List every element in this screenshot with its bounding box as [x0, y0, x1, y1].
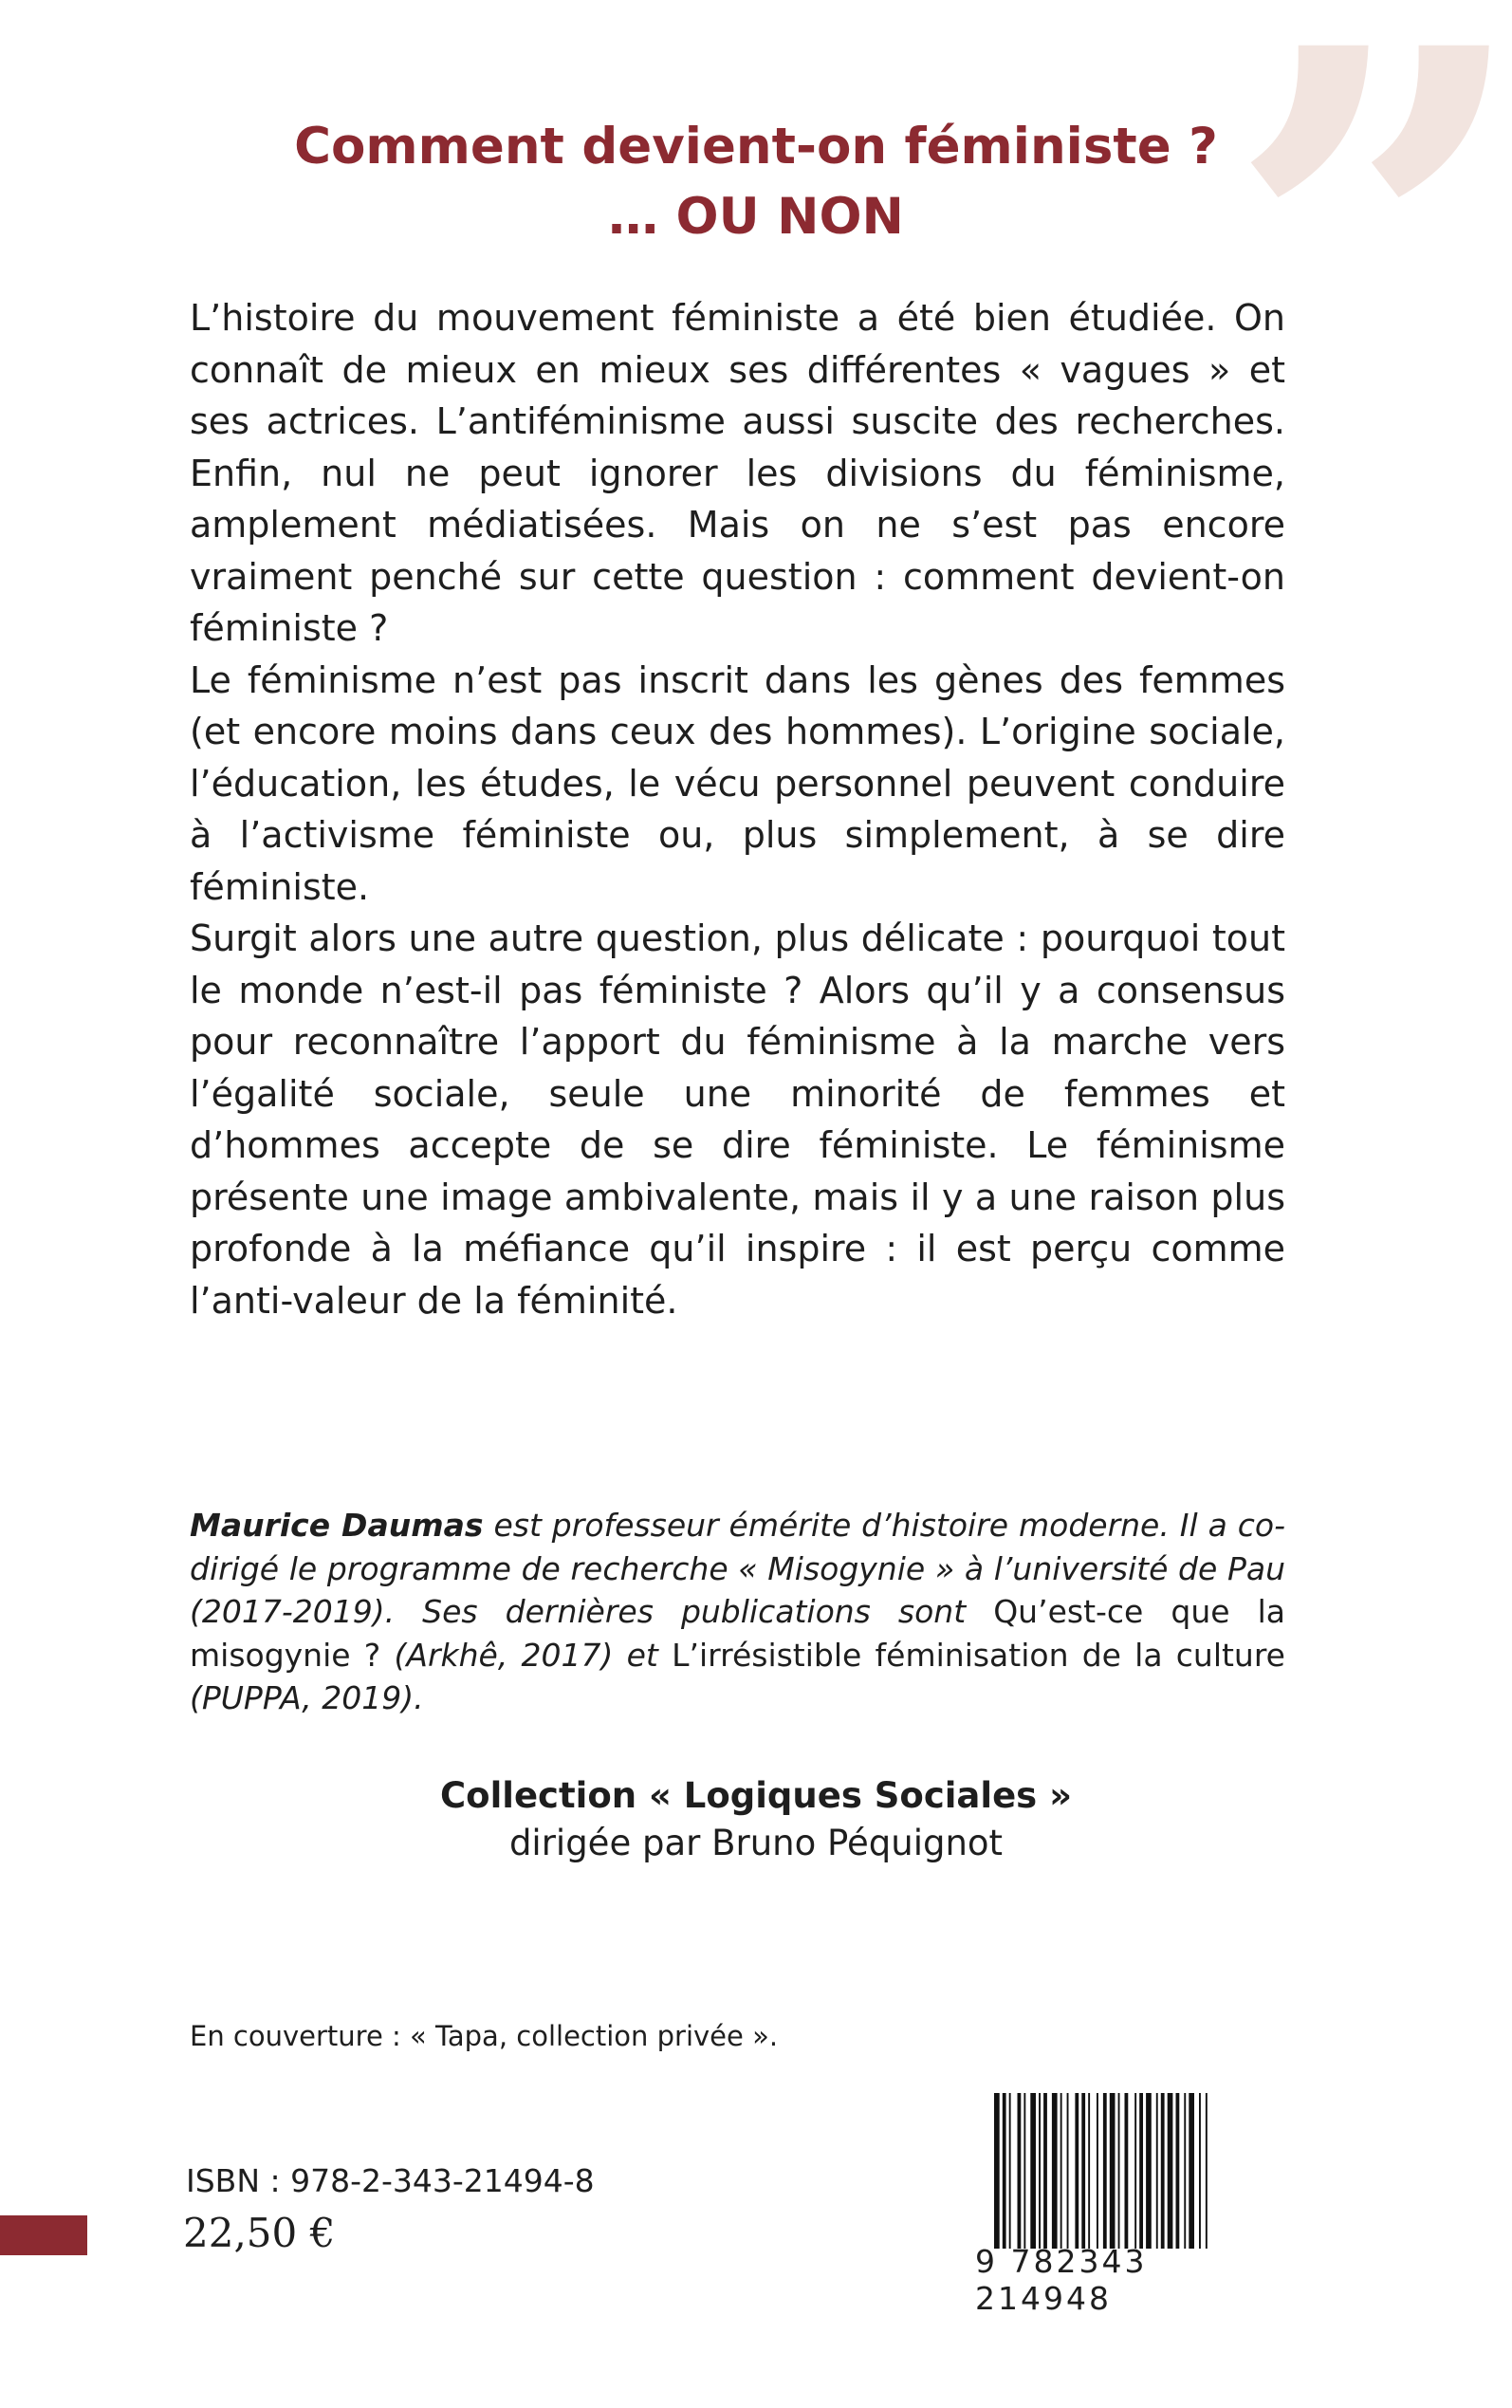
bio-book-2: L’irrésistible féminisation de la culture [672, 1636, 1285, 1674]
barcode-bar [1075, 2093, 1079, 2249]
bio-book-1: Qu’est-ce que la misogynie ? [190, 1593, 1285, 1674]
barcode-bar [1134, 2093, 1136, 2249]
collection-director: dirigée par Bruno Péquignot [508, 1823, 1004, 1863]
barcode-bar [1052, 2093, 1058, 2249]
barcode-digits: 9 782343 214948 [975, 2243, 1148, 2317]
cover-credit: En couverture : « Tapa, collection privée ». [190, 2020, 779, 2052]
barcode-bar [1139, 2093, 1143, 2249]
barcode-bar [1176, 2093, 1180, 2249]
page-title [0, 112, 1512, 252]
barcode-bar [1003, 2093, 1006, 2249]
bio-text-2: (Arkhê, 2017) et [380, 1636, 673, 1674]
barcode-bar [1039, 2093, 1041, 2249]
barcode-bar [1168, 2093, 1173, 2249]
barcode-bar [1189, 2093, 1194, 2249]
paragraph-2: Le féminisme n’est pas inscrit dans les gènes des femmes (et encore moins dans ceux des hommes). L’origine sociale, l’éducation, les études, le vécu personnel peuvent conduire à l’activisme féministe ou, plus simplement, à se dire féministe. [190, 658, 1285, 908]
barcode-bar [1199, 2093, 1201, 2249]
main-text [190, 292, 1285, 1326]
title-line-1: Comment devient-on féministe ? [294, 118, 1218, 176]
accent-bar [0, 2215, 87, 2255]
barcode-bar [1206, 2093, 1208, 2249]
barcode-bar [1097, 2093, 1098, 2249]
price: 22,50 € [183, 2210, 336, 2256]
barcode-bar [1060, 2093, 1062, 2249]
barcode-bar [1088, 2093, 1090, 2249]
barcode-bar [1018, 2093, 1022, 2249]
bio-text-1: est professeur émérite d’histoire moderne. Il a co-dirigé le programme de recherche « Misogynie » à l’université de Pau (2017-2019). Ses dernières publications sont [190, 1507, 1285, 1630]
barcode-bar [1184, 2093, 1186, 2249]
barcode-bar [1161, 2093, 1165, 2249]
author-name: Maurice Daumas [190, 1507, 484, 1544]
decorative-quote-marks: ” [1225, 0, 1493, 559]
barcode-bar [1125, 2093, 1129, 2249]
barcode-bar [1110, 2093, 1116, 2249]
barcode-bar [1118, 2093, 1120, 2249]
barcode-bar [1030, 2093, 1036, 2249]
title-line-2: … OU NON [608, 188, 904, 246]
barcode-bar [994, 2093, 1000, 2249]
paragraph-1: L’histoire du mouvement féministe a été bien étudiée. On connaît de mieux en mieux ses différentes « vagues » et ses actrices. L’antiféminisme aussi suscite des recherches. Enfin, nul ne peut ignorer les divisions du féminisme, amplement médiatisées. Mais on ne s’est pas encore vraiment penché sur cette question : comment devient-on féministe ? [190, 297, 1285, 649]
barcode-bar [1009, 2093, 1011, 2249]
barcode-bar [1103, 2093, 1107, 2249]
collection-title: Collection « Logiques Sociales » [440, 1775, 1072, 1816]
barcode-bar [1081, 2093, 1085, 2249]
bio-text-3: (PUPPA, 2019). [190, 1679, 424, 1716]
author-bio [190, 1504, 1285, 1720]
barcode-bar [1067, 2093, 1069, 2249]
isbn: ISBN : 978-2-343-21494-8 [186, 2162, 595, 2199]
barcode-bar [1156, 2093, 1158, 2249]
collection-info [0, 1772, 1512, 1867]
barcode-bar [1023, 2093, 1025, 2249]
barcode-bar [1146, 2093, 1152, 2249]
paragraph-3: Surgit alors une autre question, plus délicate : pourquoi tout le monde n’est-il pas féministe ? Alors qu’il y a consensus pour reconnaître l’apport du féminisme à la marche vers l’égalité sociale, seule une minorité de femmes et d’hommes accepte de se dire féministe. Le féminisme présente une image ambivalente, mais il y a une raison plus profonde à la méfiance qu’il inspire : il est perçu comme l’anti-valeur de la féminité. [190, 917, 1285, 1322]
barcode [994, 2093, 1283, 2249]
barcode-bar [1043, 2093, 1047, 2249]
